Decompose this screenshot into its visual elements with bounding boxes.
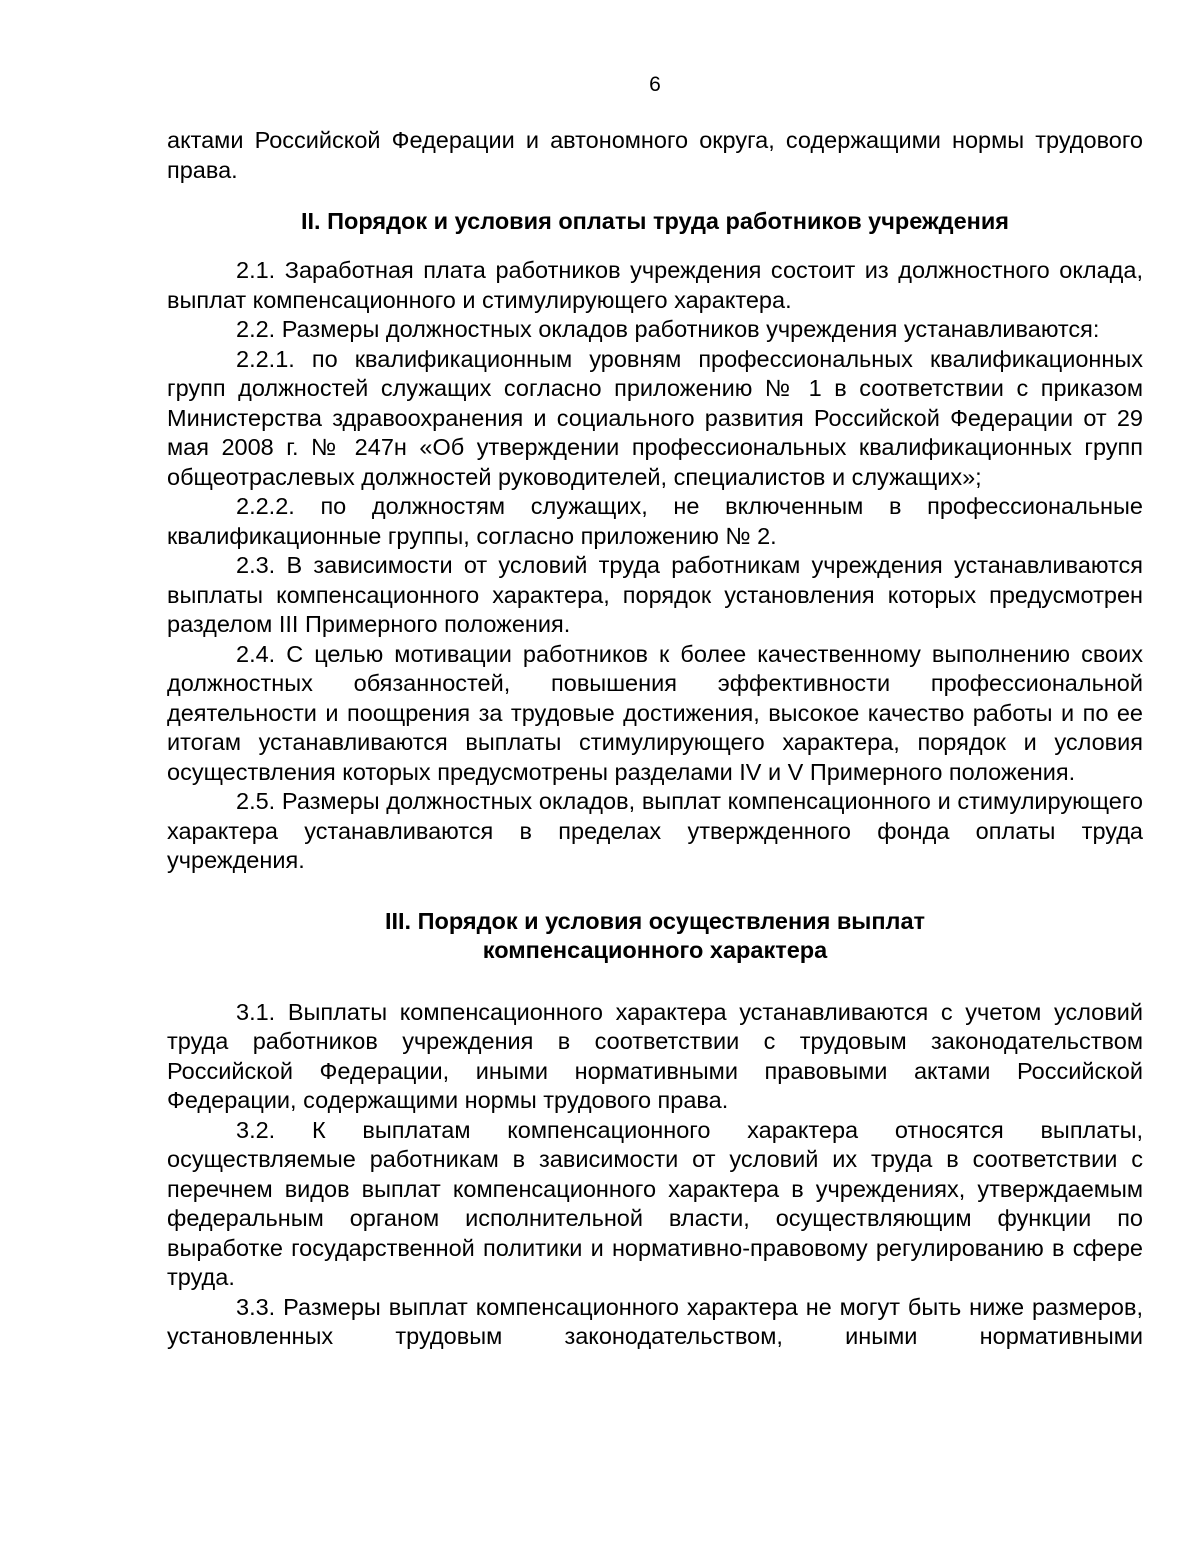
clause-number: 3.1. [236, 998, 276, 1025]
clause-3-2 [167, 1116, 1143, 1293]
clause-2-4 [167, 640, 1143, 788]
clause-2-1 [167, 256, 1143, 315]
clause-text: Заработная плата работников учреждения состоит из должностного оклада, выплат компенсационного и стимулирующего характера. [167, 257, 1143, 313]
clause-number: 2.4. [236, 640, 276, 667]
clause-text: В зависимости от условий труда работникам учреждения устанавливаются выплаты компенсационного характера, порядок установления которых предусмотрен разделом III Примерного положения. [167, 552, 1143, 637]
clause-number: 2.5. [236, 788, 276, 814]
section-3-body [167, 998, 1143, 1352]
section-3-title-line-1: III. Порядок и условия осуществления выплат [384, 907, 926, 934]
page-number: 6 [649, 73, 661, 96]
section-2-title: II. Порядок и условия оплаты труда работников учреждения [301, 208, 1009, 234]
clause-2-3 [167, 551, 1143, 640]
clause-text: К выплатам компенсационного характера относятся выплаты, осуществляемые работникам в зависимости от условий их труда в соответствии с перечнем видов выплат компенсационного характера в учреждениях, утверждаемым федеральным органом исполнительной власти, осуществляющим функции по выработке государственной политики и нормативно-правовому регулированию в сфере труда. [167, 1116, 1143, 1290]
section-3-title [167, 907, 1143, 965]
clause-text: С целью мотивации работников к более качественному выполнению своих должностных обязанностей, повышения эффективности профессиональной деятельности и поощрения за трудовые достижения, высокое качество работы и по ее итогам устанавливаются выплаты стимулирующего характера, порядок и условия осуществления которых предусмотрены разделами IV и V Примерного положения. [167, 640, 1143, 785]
clause-text: Размеры выплат компенсационного характера не могут быть ниже размеров, установленных трудовым законодательством, иными нормативными [167, 1293, 1143, 1349]
clause-text: Выплаты компенсационного характера устанавливаются с учетом условий труда работников учреждения в соответствии с трудовым законодательством Российской Федерации, иными нормативными правовыми актами Российской Федерации, содержащими нормы трудового права. [167, 998, 1143, 1113]
clause-2-2-1 [167, 345, 1143, 493]
clause-number: 3.2. [236, 1116, 276, 1143]
clause-text: Размеры должностных окладов, выплат компенсационного и стимулирующего характера устанавливаются в пределах утвержденного фонда оплаты труда учреждения. [167, 788, 1143, 873]
clause-text: Размеры должностных окладов работников учреждения устанавливаются: [275, 316, 1100, 342]
clause-number: 3.3. [236, 1293, 276, 1320]
clause-2-2-2 [167, 492, 1143, 551]
clause-2-2 [167, 315, 1143, 345]
clause-number: 2.2. [236, 316, 276, 342]
section-2-body [167, 256, 1143, 876]
clause-number: 2.1. [236, 257, 276, 283]
clause-number: 2.2.2. [236, 493, 295, 519]
clause-2-5 [167, 787, 1143, 876]
clause-text: по должностям служащих, не включенным в профессиональные квалификационные группы, согласно приложению № 2. [167, 493, 1143, 549]
clause-number: 2.3. [236, 552, 276, 578]
clause-number: 2.2.1. [236, 345, 295, 372]
intro-paragraph: актами Российской Федерации и автономного округа, содержащими нормы трудового права. [167, 127, 1143, 183]
clause-text: по квалификационным уровням профессиональных квалификационных групп должностей служащих согласно приложению № 1 в соответствии с приказом Министерства здравоохранения и социального развития Российской Федерации от 29 мая 2008 г. № 247н «Об утверждении профессиональных квалификационных групп общеотраслевых должностей руководителей, специалистов и служащих»; [167, 345, 1143, 490]
clause-3-3 [167, 1293, 1143, 1352]
page-content [167, 126, 1143, 1352]
clause-3-1 [167, 998, 1143, 1116]
section-3-title-line-2: компенсационного характера [482, 936, 828, 963]
